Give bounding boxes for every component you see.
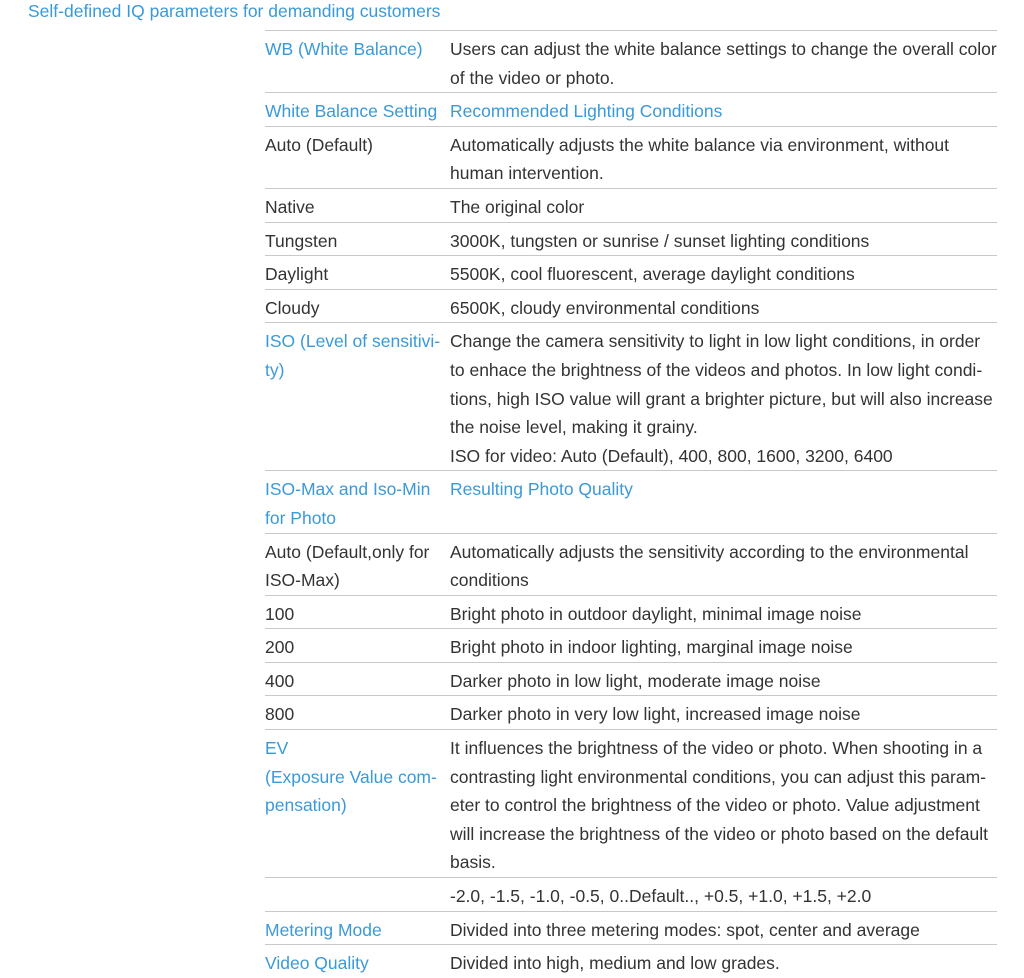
description-text: Darker photo in very low light, increased image noise <box>450 704 861 725</box>
parameter-cell <box>265 878 450 911</box>
description-text: will increase the brightness of the video or photo based on the default <box>450 823 988 844</box>
parameter-cell <box>265 189 450 222</box>
parameter-text: Native <box>265 196 315 217</box>
description-cell <box>450 127 997 188</box>
parameter-cell <box>265 31 450 92</box>
description-cell <box>450 323 997 470</box>
table-row <box>265 696 997 730</box>
description-text: Bright photo in indoor lighting, marginal image noise <box>450 637 853 658</box>
parameter-text: Video Quality <box>265 953 369 974</box>
table-row <box>265 323 997 471</box>
description-cell <box>450 912 997 945</box>
parameter-cell <box>265 290 450 323</box>
description-text: conditions <box>450 570 529 591</box>
description-text: ISO for video: Auto (Default), 400, 800, 1600, 3200, 6400 <box>450 445 893 466</box>
parameter-text: 200 <box>265 637 295 658</box>
parameter-cell <box>265 696 450 729</box>
description-text: tions, high ISO value will grant a brighter picture, but will also increase <box>450 388 993 409</box>
section-heading: Self-defined IQ parameters for demanding customers <box>28 1 441 21</box>
table-row <box>265 730 997 878</box>
table-row <box>265 127 997 189</box>
description-text: Automatically adjusts the sensitivity according to the environmental <box>450 541 969 562</box>
description-cell <box>450 223 997 256</box>
description-text: Recommended Lighting Conditions <box>450 101 723 122</box>
description-text: human intervention. <box>450 163 604 184</box>
description-text: 3000K, tungsten or sunrise / sunset lighting conditions <box>450 230 870 251</box>
description-cell <box>450 730 997 877</box>
table-row <box>265 189 997 223</box>
parameter-text: Auto (Default,only for <box>265 541 430 562</box>
table-row <box>265 290 997 324</box>
parameter-text: ISO-Max and Iso-Min <box>265 479 431 500</box>
table-row <box>265 878 997 912</box>
description-text: 6500K, cloudy environmental conditions <box>450 297 760 318</box>
parameter-cell <box>265 256 450 289</box>
description-text: Resulting Photo Quality <box>450 479 633 500</box>
table-row <box>265 663 997 697</box>
description-text: of the video or photo. <box>450 67 615 88</box>
description-text: to enhace the brightness of the videos and photos. In low light condi- <box>450 359 983 380</box>
parameter-text: Auto (Default) <box>265 134 373 155</box>
table-row <box>265 629 997 663</box>
iq-parameters-table <box>265 30 997 978</box>
table-row <box>265 534 997 596</box>
description-text: the noise level, making it grainy. <box>450 417 698 438</box>
description-cell <box>450 93 997 126</box>
parameter-text: White Balance Setting <box>265 101 438 122</box>
description-cell <box>450 596 997 629</box>
description-text: eter to control the brightness of the video or photo. Value adjustment <box>450 795 980 816</box>
description-text: The original color <box>450 196 585 217</box>
table-row <box>265 596 997 630</box>
table-row <box>265 471 997 533</box>
table-row <box>265 256 997 290</box>
parameter-text: 800 <box>265 704 295 725</box>
parameter-text: ISO (Level of sensitivi- <box>265 331 441 352</box>
parameter-text: ISO-Max) <box>265 570 340 591</box>
parameter-cell <box>265 323 450 470</box>
description-cell <box>450 663 997 696</box>
description-cell <box>450 945 997 978</box>
parameter-text: EV <box>265 738 289 759</box>
parameter-cell <box>265 663 450 696</box>
parameter-cell <box>265 471 450 532</box>
parameter-text: 100 <box>265 603 295 624</box>
description-text: Divided into three metering modes: spot, center and average <box>450 919 920 940</box>
parameter-text: Metering Mode <box>265 919 382 940</box>
parameter-text: (Exposure Value com- <box>265 766 437 787</box>
description-cell <box>450 696 997 729</box>
parameter-text: ty) <box>265 359 285 380</box>
description-cell <box>450 471 997 532</box>
description-cell <box>450 629 997 662</box>
description-text: Divided into high, medium and low grades. <box>450 953 780 974</box>
parameter-cell <box>265 912 450 945</box>
table-row <box>265 31 997 93</box>
description-cell <box>450 534 997 595</box>
parameter-text: Daylight <box>265 264 329 285</box>
description-text: 5500K, cool fluorescent, average daylight conditions <box>450 264 855 285</box>
parameter-cell <box>265 534 450 595</box>
description-cell <box>450 256 997 289</box>
parameter-cell <box>265 596 450 629</box>
description-cell <box>450 878 997 911</box>
parameter-text: 400 <box>265 670 295 691</box>
parameter-cell <box>265 945 450 978</box>
table-row <box>265 912 997 946</box>
table-row <box>265 93 997 127</box>
description-text: contrasting light environmental conditions, you can adjust this param- <box>450 766 986 787</box>
parameter-text: WB (White Balance) <box>265 39 423 59</box>
parameter-cell <box>265 93 450 126</box>
parameter-cell <box>265 127 450 188</box>
description-text: Darker photo in low light, moderate image noise <box>450 670 821 691</box>
parameter-text: pensation) <box>265 795 347 816</box>
description-text: Users can adjust the white balance settings to change the overall color <box>450 39 997 59</box>
description-text: Automatically adjusts the white balance via environment, without <box>450 134 950 155</box>
description-text: basis. <box>450 852 496 873</box>
description-cell <box>450 189 997 222</box>
table-row <box>265 945 997 978</box>
description-text: Change the camera sensitivity to light in low light conditions, in order <box>450 331 981 352</box>
parameter-text: Cloudy <box>265 297 320 318</box>
parameter-text <box>265 882 450 911</box>
description-cell <box>450 290 997 323</box>
parameter-cell <box>265 730 450 877</box>
parameter-cell <box>265 629 450 662</box>
parameter-cell <box>265 223 450 256</box>
table-row <box>265 223 997 257</box>
description-cell <box>450 31 997 92</box>
parameter-text: for Photo <box>265 507 337 528</box>
description-text: Bright photo in outdoor daylight, minimal image noise <box>450 603 862 624</box>
description-text: -2.0, -1.5, -1.0, -0.5, 0..Default.., +0.5, +1.0, +1.5, +2.0 <box>450 886 872 907</box>
parameter-text: Tungsten <box>265 230 338 251</box>
description-text: It influences the brightness of the video or photo. When shooting in a <box>450 738 983 759</box>
